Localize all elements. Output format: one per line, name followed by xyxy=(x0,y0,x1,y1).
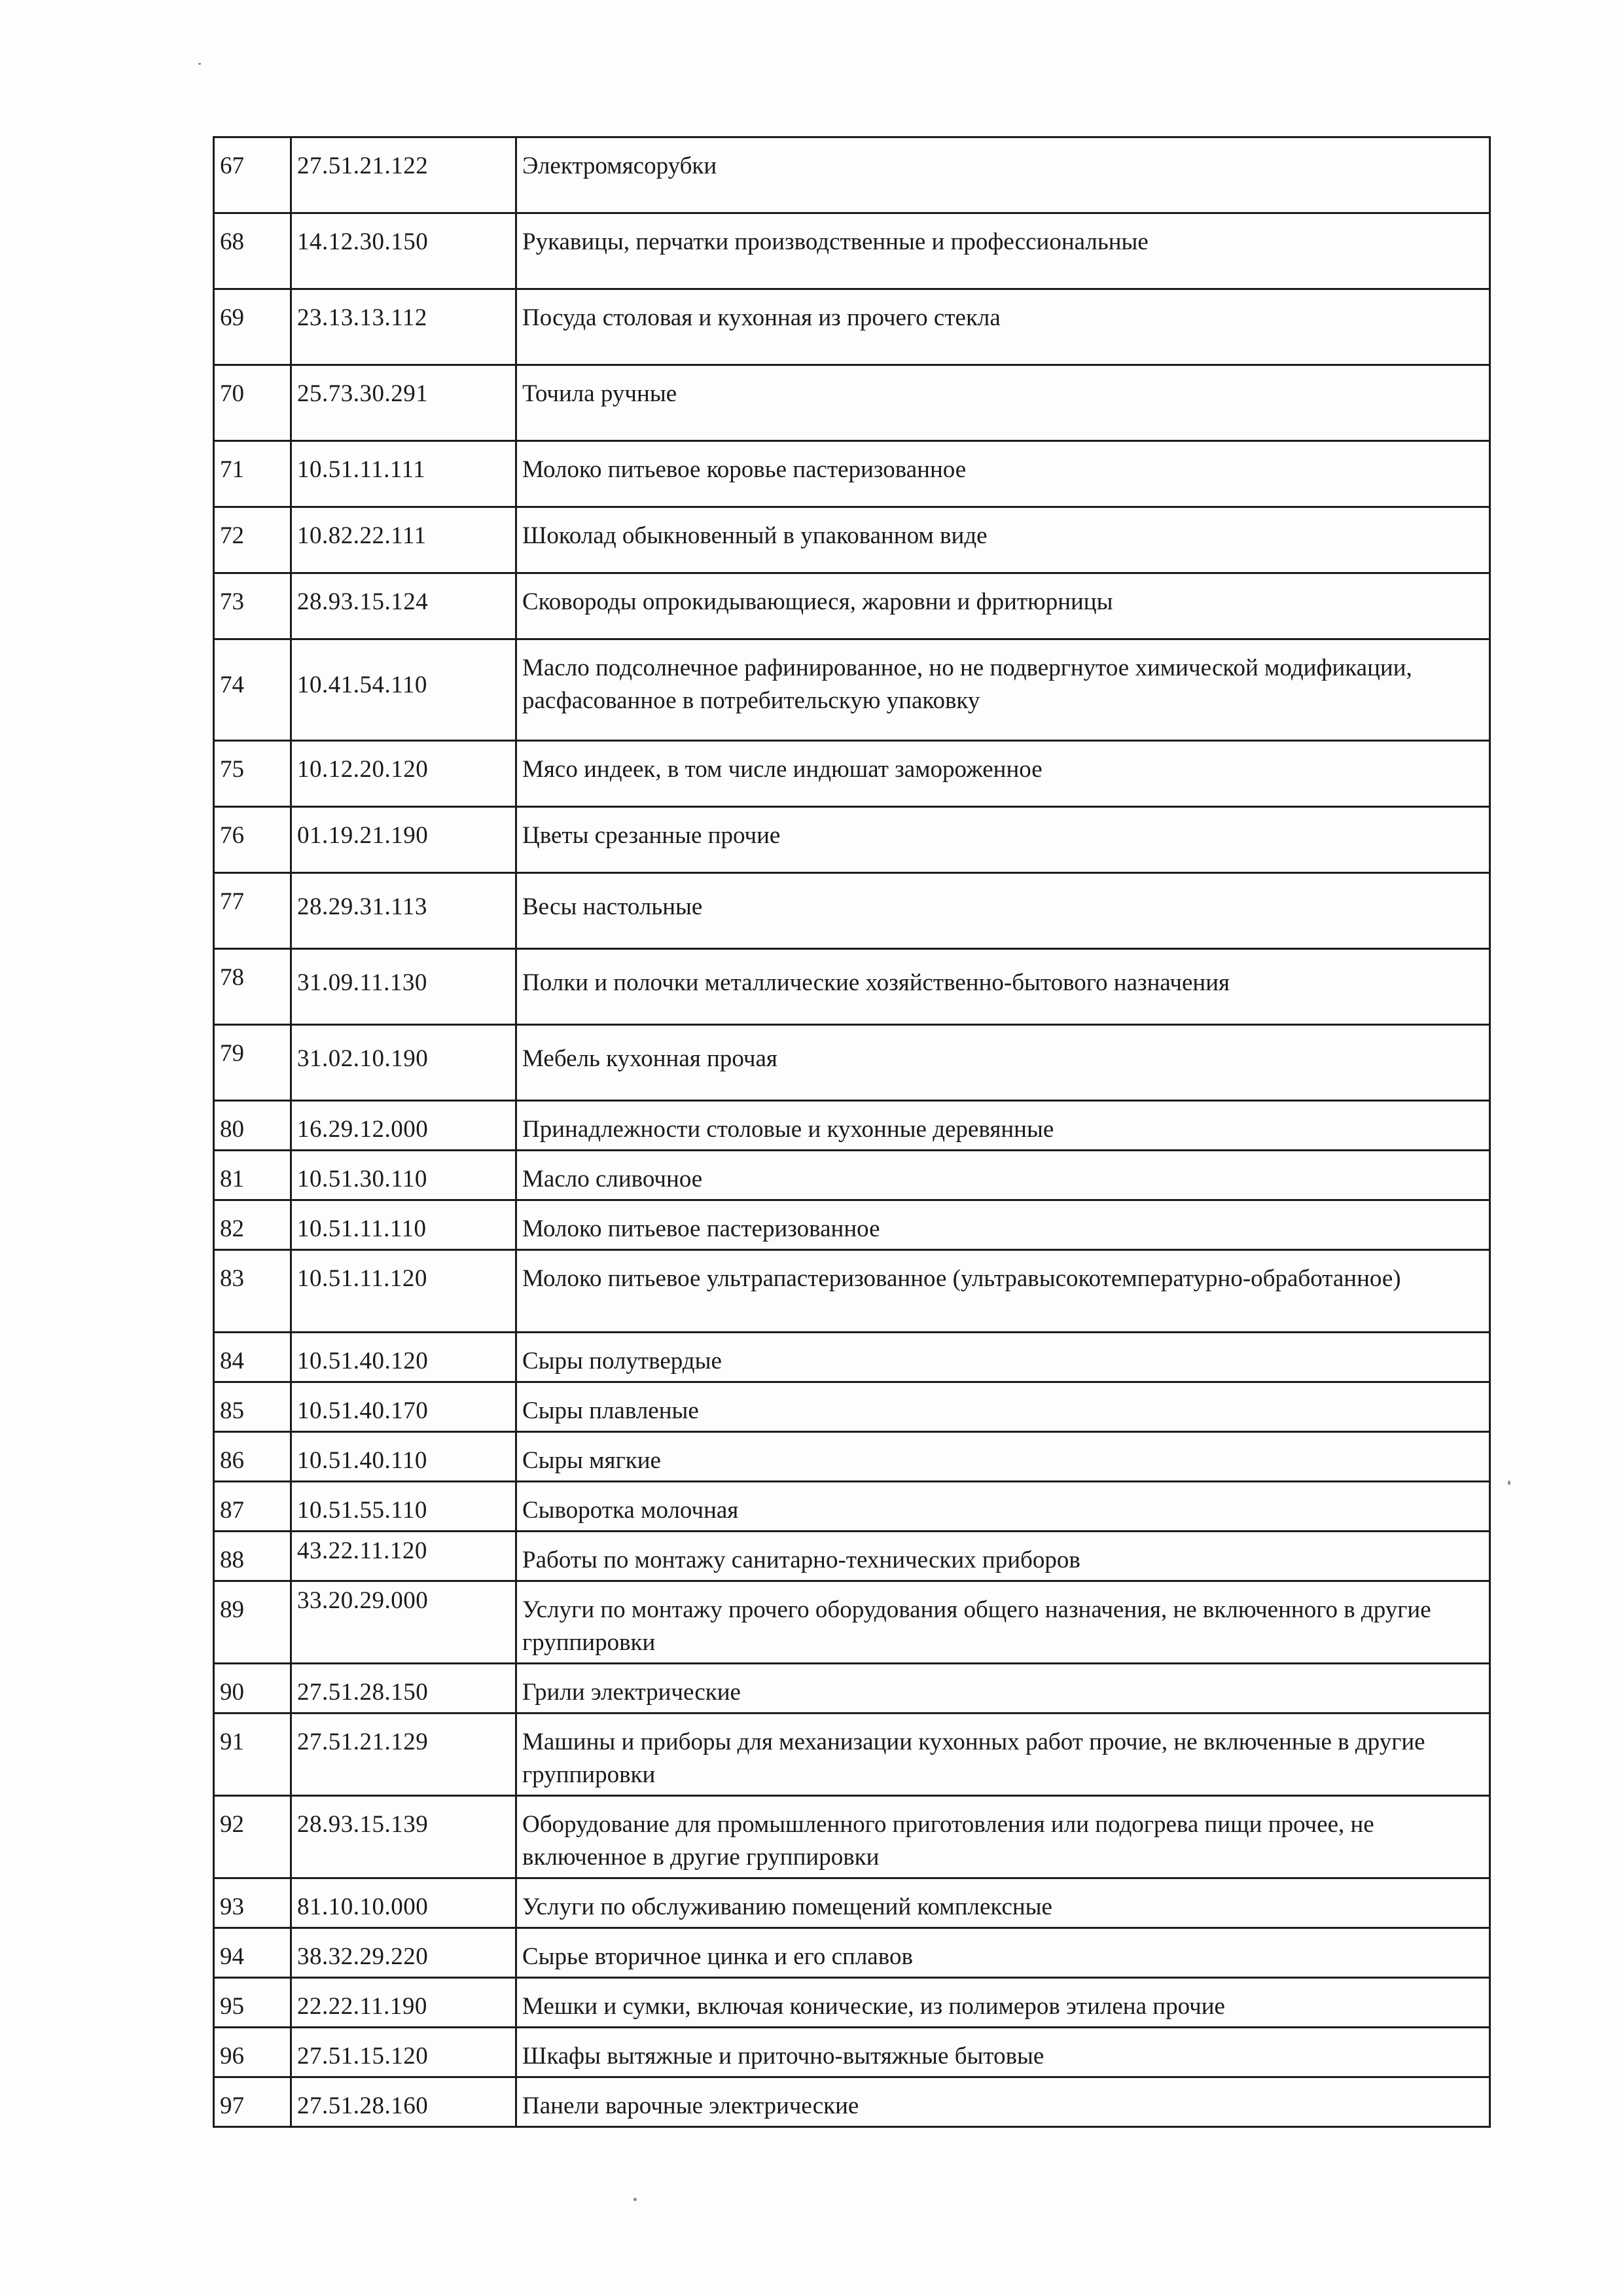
row-number: 91 xyxy=(214,1713,291,1796)
row-number: 70 xyxy=(214,365,291,441)
okpd-code: 27.51.28.150 xyxy=(291,1664,516,1713)
okpd-code: 10.51.11.120 xyxy=(291,1250,516,1333)
row-number: 74 xyxy=(214,639,291,741)
table-row xyxy=(214,1482,1490,1532)
okpd-code: 10.51.11.110 xyxy=(291,1200,516,1250)
okpd-code: 81.10.10.000 xyxy=(291,1878,516,1928)
row-number: 94 xyxy=(214,1928,291,1978)
row-number: 90 xyxy=(214,1664,291,1713)
scan-speck xyxy=(1508,1480,1510,1485)
item-name: Молоко питьевое ультрапастеризованное (ультравысокотемпературно-обработанное) xyxy=(516,1250,1490,1333)
table-row xyxy=(214,807,1490,873)
item-name: Машины и приборы для механизации кухонных работ прочие, не включенные в другие группировки xyxy=(516,1713,1490,1796)
item-name: Сыры полутвердые xyxy=(516,1333,1490,1382)
table-row xyxy=(214,573,1490,639)
table-row xyxy=(214,2028,1490,2077)
okpd-code: 14.12.30.150 xyxy=(291,213,516,289)
table-row xyxy=(214,1382,1490,1432)
row-number: 67 xyxy=(214,137,291,213)
row-number: 97 xyxy=(214,2077,291,2127)
table-row xyxy=(214,2077,1490,2127)
item-name: Работы по монтажу санитарно-технических приборов xyxy=(516,1532,1490,1581)
okpd-code: 22.22.11.190 xyxy=(291,1978,516,2028)
okpd-code: 16.29.12.000 xyxy=(291,1101,516,1151)
okpd-code: 10.51.11.111 xyxy=(291,441,516,507)
table-row xyxy=(214,639,1490,741)
table-row xyxy=(214,213,1490,289)
item-name: Сковороды опрокидывающиеся, жаровни и фритюрницы xyxy=(516,573,1490,639)
okpd-code-table xyxy=(213,136,1491,2128)
table-row xyxy=(214,873,1490,949)
table-row xyxy=(214,1333,1490,1382)
okpd-code: 28.29.31.113 xyxy=(291,873,516,949)
item-name: Услуги по монтажу прочего оборудования общего назначения, не включенного в другие группировки xyxy=(516,1581,1490,1664)
item-name: Сырье вторичное цинка и его сплавов xyxy=(516,1928,1490,1978)
okpd-code: 43.22.11.120 xyxy=(291,1532,516,1581)
okpd-code: 10.51.40.110 xyxy=(291,1432,516,1482)
okpd-code: 28.93.15.124 xyxy=(291,573,516,639)
item-name: Молоко питьевое пастеризованное xyxy=(516,1200,1490,1250)
row-number: 79 xyxy=(214,1025,291,1101)
table-row xyxy=(214,1432,1490,1482)
okpd-code: 25.73.30.291 xyxy=(291,365,516,441)
item-name: Мясо индеек, в том числе индюшат замороженное xyxy=(516,741,1490,807)
item-name: Масло подсолнечное рафинированное, но не подвергнутое химической модификации, расфасованное в потребительскую упаковку xyxy=(516,639,1490,741)
item-name: Полки и полочки металлические хозяйственно-бытового назначения xyxy=(516,949,1490,1025)
okpd-code: 10.51.40.170 xyxy=(291,1382,516,1432)
row-number: 92 xyxy=(214,1796,291,1878)
row-number: 96 xyxy=(214,2028,291,2077)
table-row xyxy=(214,365,1490,441)
table-row xyxy=(214,137,1490,213)
okpd-code: 10.41.54.110 xyxy=(291,639,516,741)
okpd-code: 10.51.40.120 xyxy=(291,1333,516,1382)
item-name: Сыворотка молочная xyxy=(516,1482,1490,1532)
table-row xyxy=(214,1025,1490,1101)
okpd-code: 33.20.29.000 xyxy=(291,1581,516,1664)
table-row xyxy=(214,1713,1490,1796)
okpd-code: 01.19.21.190 xyxy=(291,807,516,873)
okpd-code: 10.51.30.110 xyxy=(291,1151,516,1200)
okpd-code: 31.09.11.130 xyxy=(291,949,516,1025)
row-number: 82 xyxy=(214,1200,291,1250)
table-row xyxy=(214,949,1490,1025)
table-row xyxy=(214,1200,1490,1250)
row-number: 84 xyxy=(214,1333,291,1382)
item-name: Весы настольные xyxy=(516,873,1490,949)
table-row xyxy=(214,1101,1490,1151)
item-name: Рукавицы, перчатки производственные и профессиональные xyxy=(516,213,1490,289)
item-name: Цветы срезанные прочие xyxy=(516,807,1490,873)
item-name: Услуги по обслуживанию помещений комплексные xyxy=(516,1878,1490,1928)
table-row xyxy=(214,289,1490,365)
okpd-code: 10.82.22.111 xyxy=(291,507,516,573)
row-number: 73 xyxy=(214,573,291,639)
item-name: Мешки и сумки, включая конические, из полимеров этилена прочие xyxy=(516,1978,1490,2028)
item-name: Оборудование для промышленного приготовления или подогрева пищи прочее, не включенное в другие группировки xyxy=(516,1796,1490,1878)
okpd-code: 28.93.15.139 xyxy=(291,1796,516,1878)
table-row xyxy=(214,441,1490,507)
scan-speck xyxy=(633,2198,637,2201)
row-number: 81 xyxy=(214,1151,291,1200)
item-name: Панели варочные электрические xyxy=(516,2077,1490,2127)
item-name: Грили электрические xyxy=(516,1664,1490,1713)
row-number: 69 xyxy=(214,289,291,365)
row-number: 77 xyxy=(214,873,291,949)
row-number: 89 xyxy=(214,1581,291,1664)
scan-speck xyxy=(198,63,201,65)
okpd-code: 38.32.29.220 xyxy=(291,1928,516,1978)
table-row xyxy=(214,1878,1490,1928)
table-row xyxy=(214,1978,1490,2028)
okpd-code: 27.51.21.122 xyxy=(291,137,516,213)
table-row xyxy=(214,1581,1490,1664)
row-number: 80 xyxy=(214,1101,291,1151)
okpd-code: 31.02.10.190 xyxy=(291,1025,516,1101)
okpd-code: 27.51.21.129 xyxy=(291,1713,516,1796)
table-row xyxy=(214,1796,1490,1878)
item-name: Молоко питьевое коровье пастеризованное xyxy=(516,441,1490,507)
table-row xyxy=(214,1250,1490,1333)
item-name: Шкафы вытяжные и приточно-вытяжные бытовые xyxy=(516,2028,1490,2077)
item-name: Шоколад обыкновенный в упакованном виде xyxy=(516,507,1490,573)
row-number: 68 xyxy=(214,213,291,289)
item-name: Посуда столовая и кухонная из прочего стекла xyxy=(516,289,1490,365)
okpd-code: 27.51.15.120 xyxy=(291,2028,516,2077)
item-name: Сыры мягкие xyxy=(516,1432,1490,1482)
table-row xyxy=(214,1664,1490,1713)
row-number: 95 xyxy=(214,1978,291,2028)
okpd-code: 27.51.28.160 xyxy=(291,2077,516,2127)
okpd-code: 10.12.20.120 xyxy=(291,741,516,807)
table-row xyxy=(214,1532,1490,1581)
row-number: 78 xyxy=(214,949,291,1025)
item-name: Сыры плавленые xyxy=(516,1382,1490,1432)
row-number: 76 xyxy=(214,807,291,873)
row-number: 93 xyxy=(214,1878,291,1928)
okpd-code: 23.13.13.112 xyxy=(291,289,516,365)
item-name: Масло сливочное xyxy=(516,1151,1490,1200)
row-number: 85 xyxy=(214,1382,291,1432)
row-number: 86 xyxy=(214,1432,291,1482)
row-number: 75 xyxy=(214,741,291,807)
row-number: 87 xyxy=(214,1482,291,1532)
table-row xyxy=(214,1151,1490,1200)
table-row xyxy=(214,1928,1490,1978)
okpd-code: 10.51.55.110 xyxy=(291,1482,516,1532)
item-name: Мебель кухонная прочая xyxy=(516,1025,1490,1101)
table-row xyxy=(214,741,1490,807)
row-number: 83 xyxy=(214,1250,291,1333)
row-number: 88 xyxy=(214,1532,291,1581)
item-name: Электромясорубки xyxy=(516,137,1490,213)
item-name: Точила ручные xyxy=(516,365,1490,441)
item-name: Принадлежности столовые и кухонные деревянные xyxy=(516,1101,1490,1151)
row-number: 72 xyxy=(214,507,291,573)
row-number: 71 xyxy=(214,441,291,507)
table-row xyxy=(214,507,1490,573)
